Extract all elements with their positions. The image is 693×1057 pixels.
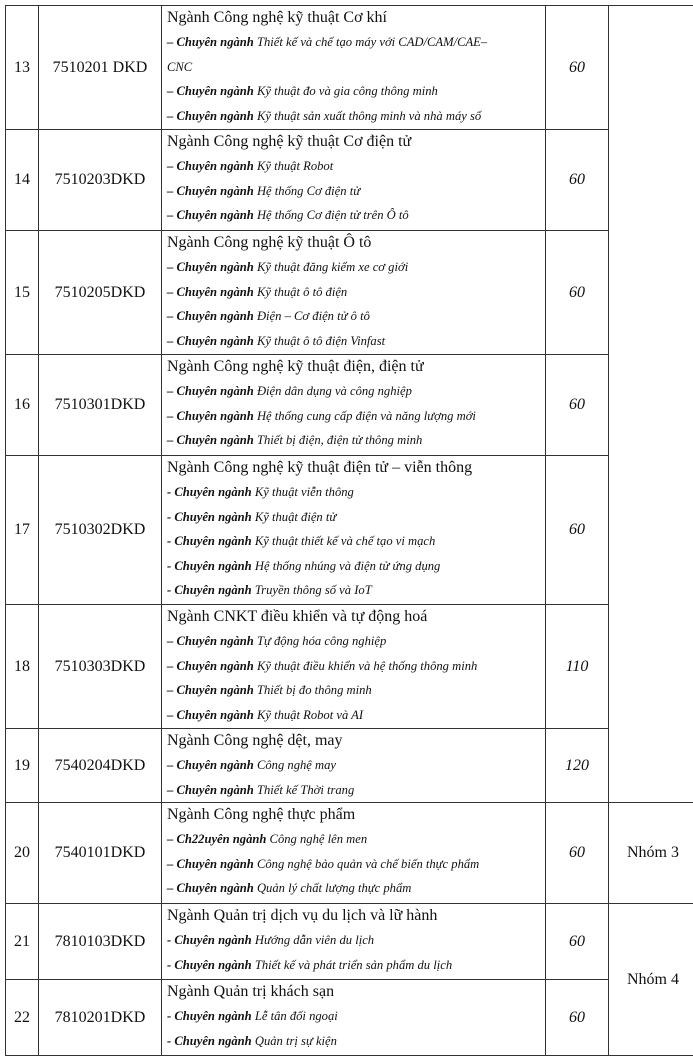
table-row (6, 803, 693, 904)
specialization-prefix: – Chuyên ngành (167, 707, 254, 722)
specialization-line (167, 480, 541, 505)
specialization-name: Thiết kế và phát triển sản phẩm du lịch (254, 957, 453, 972)
specialization-line (167, 953, 541, 978)
quota: 60 (546, 231, 609, 355)
specialization-name: Kỹ thuật đo và gia công thông minh (256, 84, 438, 99)
specialization-name: Hướng dẫn viên du lịch (254, 933, 375, 948)
specialization-line (167, 329, 541, 354)
quota: 60 (546, 355, 609, 456)
specialization-prefix: – Chuyên ngành (167, 683, 254, 698)
specialization-line (167, 428, 541, 453)
major-title: Ngành Công nghệ kỹ thuật điện tử – viễn thông (167, 459, 473, 476)
major-description (162, 355, 546, 456)
quota: 60 (546, 6, 609, 130)
row-number: 22 (6, 980, 39, 1056)
specialization-line (167, 827, 541, 852)
specialization-name: Kỹ thuật Robot và AI (256, 707, 364, 722)
row-number: 21 (6, 904, 39, 980)
specialization-prefix: – Chuyên ngành (167, 208, 254, 223)
specialization-name: Kỹ thuật ô tô điện (256, 284, 348, 299)
specialization-name: Công nghệ lên men (269, 832, 368, 847)
specialization-line (167, 280, 541, 305)
row-number: 20 (6, 803, 39, 904)
specialization-prefix: – Chuyên ngành (167, 260, 254, 274)
specialization-line (167, 852, 541, 877)
specialization-name: Kỹ thuật Robot (256, 159, 334, 173)
specialization-prefix: – Chuyên ngành (167, 183, 254, 198)
specialization-prefix: – Chuyên ngành (167, 634, 254, 648)
specialization-prefix: – Chuyên ngành (167, 384, 254, 398)
specialization-line (167, 79, 541, 104)
major-title: Ngành Công nghệ kỹ thuật Cơ điện tử (167, 133, 412, 150)
specialization-line (167, 55, 541, 80)
specialization-name: Quản trị sự kiện (254, 1033, 337, 1048)
specialization-name: Hệ thống nhúng và điện tử ứng dụng (254, 558, 441, 573)
specialization-line (167, 928, 541, 953)
specialization-line (167, 404, 541, 429)
specialization-name: Kỹ thuật thiết kế và chế tạo vi mạch (254, 534, 436, 549)
major-code: 7540204DKD (39, 729, 162, 803)
row-number: 14 (6, 130, 39, 231)
specialization-prefix: - Chuyên ngành (167, 1009, 252, 1024)
row-number: 18 (6, 605, 39, 729)
specialization-prefix: – Chuyên ngành (167, 856, 254, 871)
specialization-line (167, 876, 541, 901)
major-code: 7510303DKD (39, 605, 162, 729)
specialization-prefix: – Chuyên ngành (167, 84, 254, 99)
quota: 120 (546, 729, 609, 803)
row-number: 13 (6, 6, 39, 130)
specialization-line (167, 703, 541, 728)
specialization-line (167, 629, 541, 654)
specialization-line (167, 529, 541, 554)
specialization-prefix: - Chuyên ngành (167, 509, 252, 524)
specialization-name: Quản lý chất lượng thực phẩm (256, 881, 412, 896)
specialization-line (167, 379, 541, 404)
group-label: Nhóm 4 (609, 904, 693, 1056)
quota: 60 (546, 980, 609, 1056)
specialization-name: Công nghệ bảo quản và chế biến thực phẩm (256, 856, 480, 871)
specialization-line (167, 778, 541, 803)
specialization-name: CNC (167, 59, 193, 74)
specialization-line (167, 203, 541, 228)
table-row (6, 605, 693, 729)
specialization-line (167, 104, 541, 129)
major-code: 7510203DKD (39, 130, 162, 231)
major-title: Ngành Quản trị khách sạn (167, 983, 335, 1001)
specialization-line (167, 554, 541, 579)
specialization-name: Thiết kế Thời trang (256, 782, 355, 797)
specialization-line (167, 1029, 541, 1054)
major-description (162, 231, 546, 355)
specialization-prefix: - Chuyên ngành (167, 957, 252, 972)
major-code: 7510302DKD (39, 456, 162, 605)
specialization-prefix: - Chuyên ngành (167, 485, 252, 499)
specialization-line (167, 753, 541, 778)
specialization-prefix: - Chuyên ngành (167, 583, 252, 598)
specialization-prefix: – Chuyên ngành (167, 408, 254, 423)
specialization-prefix: – Chuyên ngành (167, 284, 254, 299)
major-title: Ngành CNKT điều khiển và tự động hoá (167, 608, 428, 625)
major-description (162, 803, 546, 904)
specialization-prefix: - Chuyên ngành (167, 534, 252, 549)
major-code: 7540101DKD (39, 803, 162, 904)
specialization-name: Thiết bị điện, điện tử thông minh (256, 433, 423, 448)
specialization-prefix: – Chuyên ngành (167, 108, 254, 123)
specialization-name: Điện dân dụng và công nghiệp (256, 384, 412, 398)
quota: 110 (546, 605, 609, 729)
major-description (162, 130, 546, 231)
specialization-line (167, 154, 541, 179)
group-cell-empty (609, 6, 693, 803)
specialization-line (167, 255, 541, 280)
table-row (6, 456, 693, 605)
specialization-line (167, 678, 541, 703)
major-title: Ngành Công nghệ kỹ thuật Cơ khí (167, 9, 387, 26)
specialization-line (167, 179, 541, 204)
row-number: 15 (6, 231, 39, 355)
row-number: 16 (6, 355, 39, 456)
specialization-name: Kỹ thuật viễn thông (254, 485, 354, 499)
specialization-name: Thiết bị đo thông minh (256, 683, 372, 698)
table-row (6, 6, 693, 130)
table-row (6, 130, 693, 231)
major-description (162, 729, 546, 803)
table-row (6, 231, 693, 355)
specialization-name: Kỹ thuật điện tử (254, 509, 337, 524)
table-row (6, 904, 693, 980)
quota: 60 (546, 904, 609, 980)
table-row (6, 355, 693, 456)
specialization-prefix: – Ch22uyên ngành (167, 832, 267, 847)
specialization-line (167, 1004, 541, 1029)
specialization-name: Tự động hóa công nghiệp (256, 634, 387, 648)
major-description (162, 904, 546, 980)
major-title: Ngành Công nghệ kỹ thuật Ô tô (167, 234, 372, 251)
row-number: 19 (6, 729, 39, 803)
major-code: 7510205DKD (39, 231, 162, 355)
group-label: Nhóm 3 (609, 803, 693, 904)
specialization-prefix: – Chuyên ngành (167, 35, 254, 49)
major-code: 7510301DKD (39, 355, 162, 456)
quota: 60 (546, 130, 609, 231)
specialization-name: Điện – Cơ điện tử ô tô (256, 309, 370, 324)
major-title: Ngành Công nghệ dệt, may (167, 732, 343, 749)
major-description (162, 6, 546, 130)
specialization-prefix: - Chuyên ngành (167, 1033, 252, 1048)
major-title: Ngành Quản trị dịch vụ du lịch và lữ hành (167, 907, 438, 925)
major-title: Ngành Công nghệ kỹ thuật điện, điện tử (167, 358, 424, 375)
specialization-name: Kỹ thuật sản xuất thông minh và nhà máy số (256, 108, 482, 123)
specialization-line (167, 505, 541, 530)
major-code: 7510201 DKD (39, 6, 162, 130)
specialization-prefix: - Chuyên ngành (167, 933, 252, 948)
specialization-name: Kỹ thuật đăng kiểm xe cơ giới (256, 260, 409, 274)
major-code: 7810103DKD (39, 904, 162, 980)
specialization-name: Hệ thống Cơ điện tử trên Ô tô (256, 208, 409, 223)
specialization-name: Lễ tân đối ngoại (254, 1009, 338, 1024)
specialization-line (167, 654, 541, 679)
specialization-name: Hệ thống cung cấp điện và năng lượng mới (256, 408, 476, 423)
row-number: 17 (6, 456, 39, 605)
admission-table (5, 5, 693, 1056)
specialization-name: Thiết kế và chế tạo máy với CAD/CAM/CAE– (256, 35, 488, 49)
table-row (6, 729, 693, 803)
table-row (6, 980, 693, 1056)
quota: 60 (546, 456, 609, 605)
specialization-name: Công nghệ may (256, 758, 337, 772)
specialization-prefix: – Chuyên ngành (167, 333, 254, 348)
major-code: 7810201DKD (39, 980, 162, 1056)
specialization-name: Truyền thông số và IoT (254, 583, 372, 598)
specialization-prefix: – Chuyên ngành (167, 782, 254, 797)
specialization-name: Kỹ thuật ô tô điện Vinfast (256, 333, 386, 348)
specialization-name: Kỹ thuật điều khiển và hệ thống thông minh (256, 658, 478, 673)
specialization-prefix: – Chuyên ngành (167, 658, 254, 673)
specialization-prefix: – Chuyên ngành (167, 758, 254, 772)
specialization-prefix: – Chuyên ngành (167, 309, 254, 324)
specialization-line (167, 304, 541, 329)
specialization-line (167, 30, 541, 55)
major-description (162, 456, 546, 605)
major-description (162, 980, 546, 1056)
specialization-prefix: - Chuyên ngành (167, 558, 252, 573)
quota: 60 (546, 803, 609, 904)
specialization-prefix: – Chuyên ngành (167, 881, 254, 896)
major-description (162, 605, 546, 729)
specialization-line (167, 578, 541, 603)
major-title: Ngành Công nghệ thực phẩm (167, 806, 356, 824)
specialization-name: Hệ thống Cơ điện tử (256, 183, 361, 198)
specialization-prefix: – Chuyên ngành (167, 159, 254, 173)
specialization-prefix: – Chuyên ngành (167, 433, 254, 448)
